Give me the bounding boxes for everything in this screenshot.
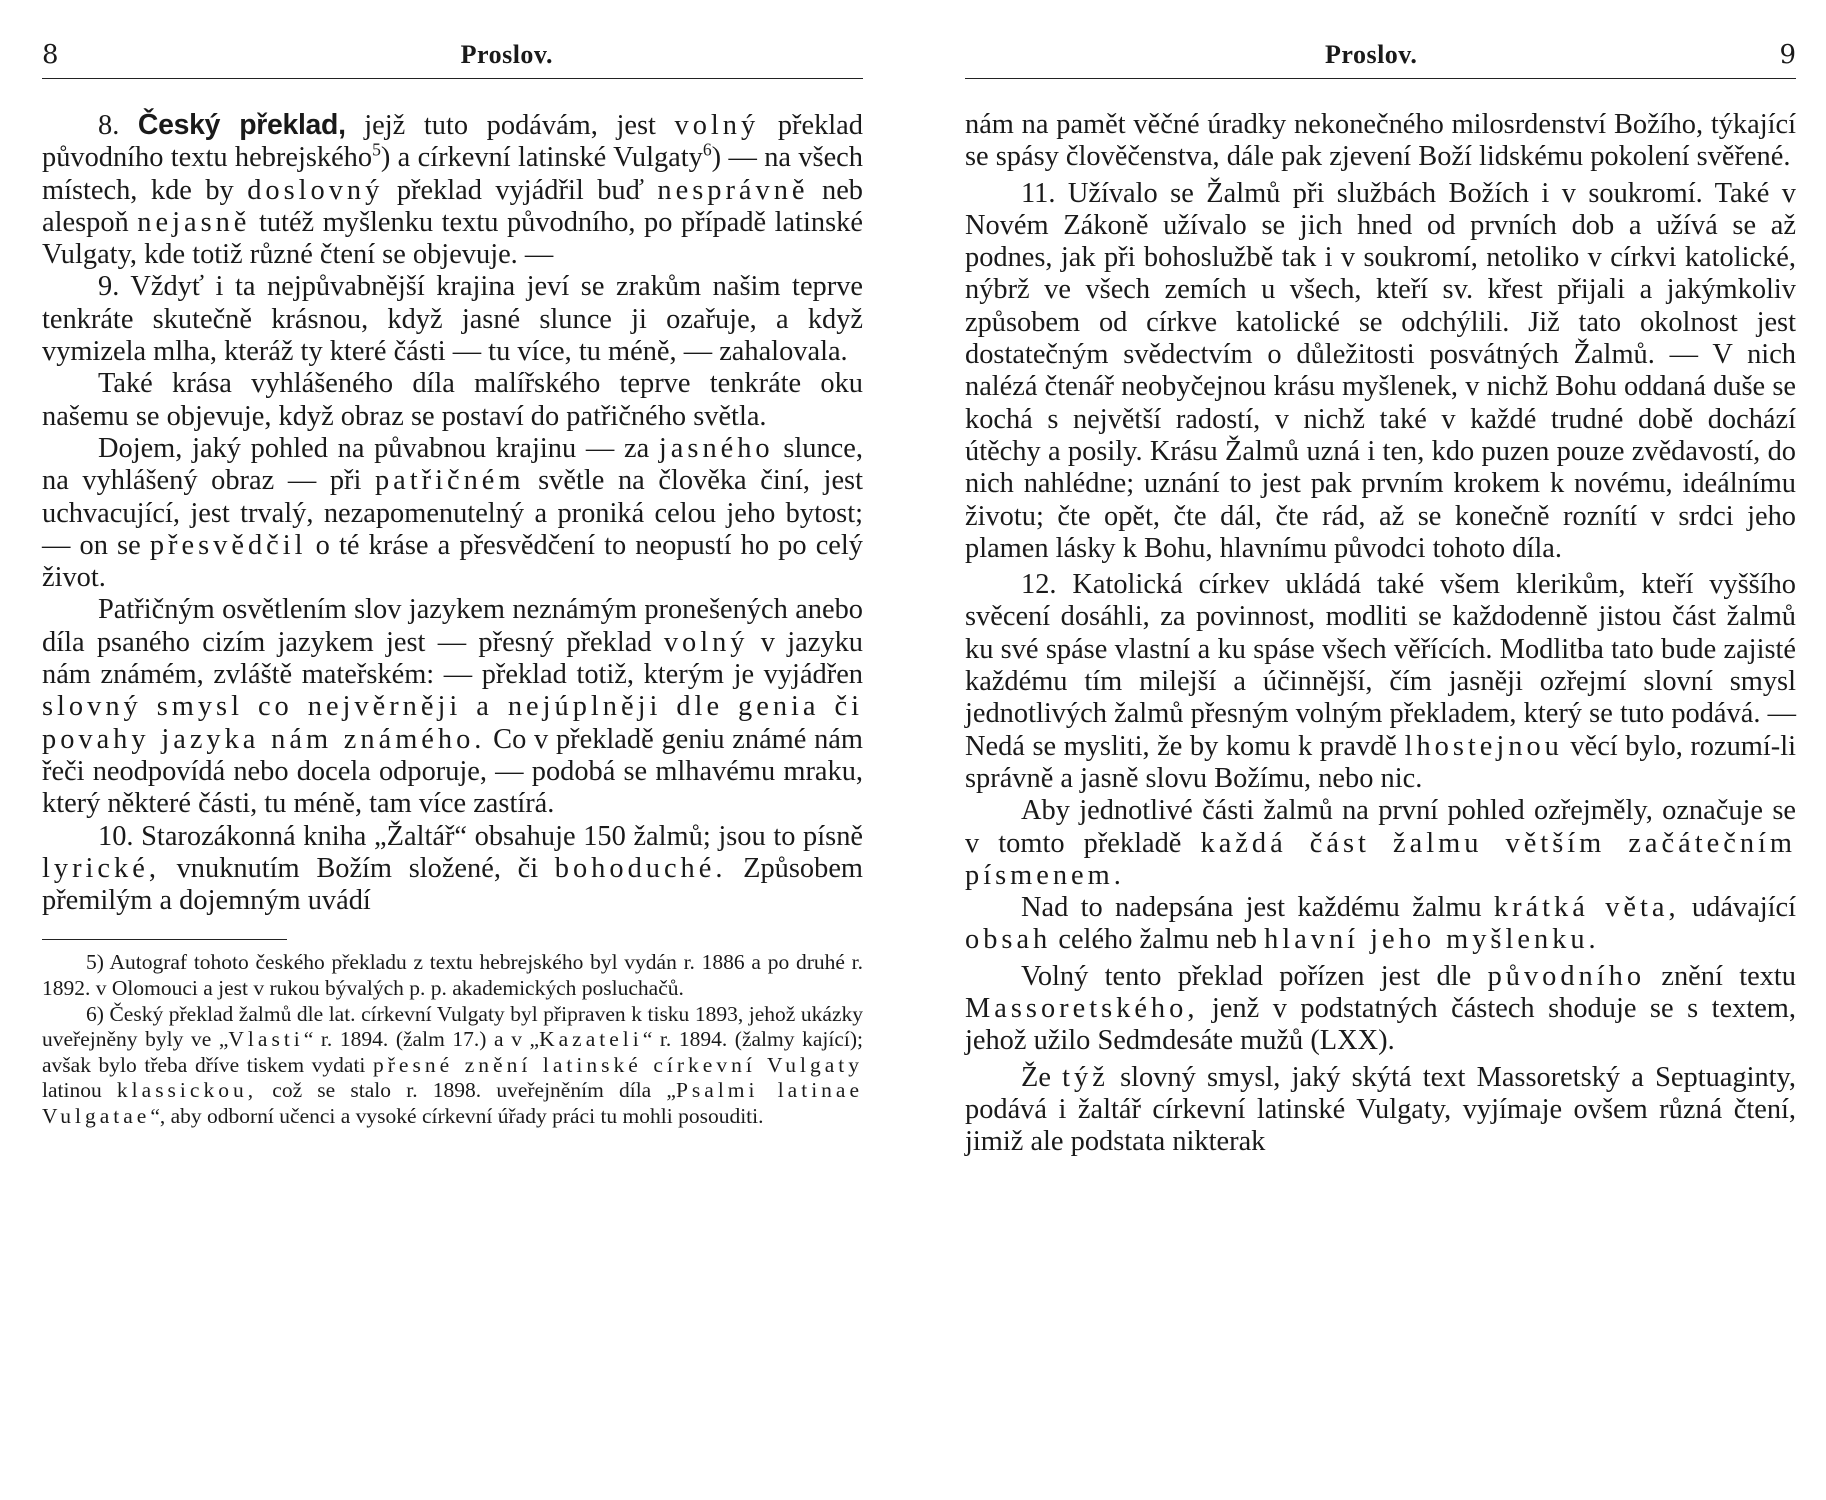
text-run: vnuknutím Božím složené, či: [176, 852, 539, 884]
spaced-emphasis: Kazateli: [539, 1027, 643, 1052]
left-running-head: [42, 40, 863, 79]
spaced-emphasis: nesprávně: [657, 174, 809, 206]
text-run: Způsobem přemilým a dojemným uvádí: [42, 852, 863, 917]
footnote-ref-5: 5: [372, 139, 381, 160]
text-run: v jazyku nám známém, zvláště mateřském: — překlad totiž, kterým je vyjádřen: [42, 626, 863, 691]
text-run: “ r. 1894. (žalmy kající); avšak bylo třeba dříve tiskem vydati: [42, 1027, 863, 1077]
spaced-emphasis: přesvědčil: [149, 529, 307, 561]
right-page-number: 9: [1779, 40, 1796, 70]
text-run: 12. Katolická církev ukládá také všem klerikům, kteří vyššího svěcení dosáhli, za povinnost, modliti se každodenně jistou část žalmů ku své spáse vlastní a ku spáse všech věřících. Modlitba tato bude zajisté každému tím milejší a účinnější, čím jasněji ozřejmí slovní smysl jednotlivých žalmů přesným volným překladem, který se tuto podává. — Nedá se mysliti, že by komu k pravdě: [965, 569, 1796, 762]
spaced-emphasis: lyrické,: [42, 852, 160, 884]
spaced-emphasis: krátká věta,: [1493, 892, 1680, 924]
text-run: celého žalmu neb: [1058, 924, 1257, 956]
paragraph-10: [42, 821, 863, 918]
spaced-emphasis: každá část žalmu větším začátečním písmenem.: [965, 827, 1796, 891]
spaced-emphasis: klassickou,: [116, 1078, 258, 1103]
text-run: slovný smysl, jaký skýtá text Massoretský a Septuaginty, podává i žaltář církevní latinské Vulgaty, vyjímaje ovšem různá čtení, jimiž ale podstata nikterak: [965, 1061, 1796, 1158]
text-run: Aby jednotlivé části žalmů na první pohled ozřejměly, označuje se v tomto překladě: [965, 795, 1796, 859]
text-run: Dojem, jaký pohled na půvabnou krajinu — za: [98, 432, 650, 464]
text-run: ) a církevní latinské Vulgaty: [380, 142, 703, 174]
text-run: latinou: [42, 1078, 102, 1103]
paragraph-11: 11. Užívalo se Žalmů při službách Božích i v soukromí. Také v Novém Zákoně užívalo se jich hned od prvních dob a užívá se až podnes, jak při bohoslužbě tak i v soukromí, netoliko v církvi katolické, nýbrž ve všech zemích u všech, kteří sv. křest přijali a jakýmkoliv způsobem od církve katolické se odchýlili. Již tato okolnost jest dostatečným svědectvím o důležitosti posvátných Žalmů. — V nich nalézá čtenář neobyčejnou krásu myšlenek, v nichž Bohu oddaná duše se kochá s největší radostí, v nichž také v každé trudné době dochází útěchy a posily. Krásu Žalmů uzná i ten, kdo puzen pouze zvědavostí, do nich nahlédne; uznání to jest pak prvním krokem k novému, ideálnímu životu; čte opět, čte dál, čte rád, až se konečně roznítí v srdci jeho plamen lásky k Bohu, hlavnímu původci tohoto díla.: [965, 177, 1796, 564]
footnote-6: [42, 1002, 863, 1130]
text-run: Co v překladě geniu známé nám řeči neodpovídá nebo docela odporuje, — podobá se mlhavému mraku, který některé části, tu méně, tam více zastírá.: [42, 723, 863, 820]
spaced-emphasis: Vlasti: [228, 1027, 304, 1052]
paragraph-illumination: [42, 594, 863, 820]
lead-heading: Český překlad,: [137, 109, 346, 141]
text-run: Že: [1021, 1061, 1051, 1093]
text-run: jejž tuto podávám, jest: [364, 110, 656, 141]
text-run: Volný tento překlad pořízen jest dle: [1021, 960, 1472, 992]
spaced-emphasis: hlavní jeho myšlenku.: [1264, 924, 1600, 956]
text-run: Patřičným osvětlením slov jazykem neznámým pronešených anebo díla psaného cizím jazykem jest — přesný překlad: [42, 594, 863, 658]
right-running-head: [965, 40, 1796, 79]
paragraph-12: [965, 569, 1796, 795]
left-page-number: 8: [42, 40, 59, 70]
paragraph-9: 9. Vždyť i ta nejpůvabnější krajina jeví se zrakům našim teprve tenkráte skutečně krásnou, když jasné slunce ji ozařuje, a když vymizela mlha, kteráž ty které části — tu více, tu méně, — zahalovala.: [42, 271, 863, 368]
text-run: překlad původního textu hebrejského: [42, 110, 863, 174]
text-run: znění textu: [1661, 960, 1796, 992]
text-run: tutéž myšlenku textu původního, po případě latinské Vulgaty, kde totiž různé čtení se objevuje. —: [42, 206, 863, 271]
text-run: věcí bylo, rozumí-li správně a jasně slovu Božímu, nebo nic.: [965, 730, 1796, 794]
paragraph-impression: [42, 433, 863, 594]
text-run: 6) Český překlad žalmů dle lat. církevní Vulgaty byl připraven k tisku 1893, jehož ukázky uveřejněny byly ve „: [42, 1001, 863, 1052]
paragraph-same-sense: [965, 1062, 1796, 1159]
text-run: 10. Starozákonná kniha „Žaltář“ obsahuje 150 žalmů; jsou to písně: [98, 820, 863, 852]
spaced-emphasis: doslovný: [247, 174, 384, 206]
paragraph-painting: Také krása vyhlášeného díla malířského teprve tenkráte oku našemu se objevuje, když obraz se postaví do patřičného světla.: [42, 368, 863, 432]
text-run: překlad vyjádřil buď: [396, 174, 644, 206]
spaced-emphasis: patřičném: [374, 465, 525, 497]
left-body-text: [42, 109, 863, 917]
paragraph-number: 8.: [98, 110, 120, 141]
footnotes: [42, 950, 863, 1129]
spaced-emphasis: bohoduché.: [554, 852, 727, 884]
text-run: jenž v podstatných částech shoduje se s textem, jehož užilo Sedmdesáte mužů (LXX).: [965, 993, 1796, 1057]
right-body-text: [965, 109, 1796, 1159]
spaced-emphasis: jasného: [658, 432, 774, 464]
spaced-emphasis: Massoretského,: [965, 993, 1199, 1025]
paragraph-8: [42, 109, 863, 271]
spaced-emphasis: obsah: [965, 924, 1052, 956]
spaced-emphasis: slovný smysl co nejvěrněji a nejúplněji dle genia či povahy jazyka nám známého.: [42, 691, 863, 755]
spaced-emphasis: týž: [1062, 1061, 1109, 1093]
spaced-emphasis: volný: [663, 626, 749, 658]
text-run: o té kráse a přesvědčení to neopustí ho po celý život.: [42, 529, 863, 594]
text-run: “, aby odborní učenci a vysoké církevní úřady práci tu mohli posouditi.: [150, 1103, 764, 1128]
text-run: Nad to nadepsána jest každému žalmu: [1021, 892, 1482, 924]
spaced-emphasis: lhostejnou: [1404, 730, 1563, 762]
spaced-emphasis: nejasně: [137, 206, 251, 238]
text-run: což se stalo r. 1898. uveřejněním díla „: [272, 1078, 676, 1103]
text-run: světle na člověka činí, jest uchvacující, jest trvalý, nezapomenutelný a proniká celou jeho bytost; — on se: [42, 465, 863, 561]
spaced-emphasis: přesné znění latinské církevní Vulgaty: [373, 1052, 863, 1077]
right-running-title: Proslov.: [1325, 40, 1418, 69]
spaced-emphasis: původního: [1487, 960, 1646, 992]
paragraph-continuation: nám na pamět věčné úradky nekonečného milosrdenství Božího, týkající se spásy člověčenstva, dále pak zjevení Boží lidskému pokolení svěřené.: [965, 109, 1796, 173]
left-running-title: Proslov.: [460, 40, 553, 69]
right-page: [913, 0, 1826, 1500]
footnote-5: 5) Autograf tohoto českého překladu z textu hebrejského byl vydán r. 1886 a po druhé r. 1892. v Olomouci a jest v rukou bývalých p. p. akademických posluchačů.: [42, 950, 863, 1001]
footnote-divider: [42, 939, 287, 940]
text-run: slunce, na vyhlášený obraz — při: [42, 432, 863, 497]
text-run: udávající: [1691, 892, 1796, 924]
footnote-ref-6: 6: [702, 139, 712, 160]
spaced-emphasis: Psalmi latinae Vulgatae: [42, 1078, 863, 1128]
spaced-emphasis: volný: [674, 110, 760, 141]
paragraph-parts: [965, 795, 1796, 892]
paragraph-headings: [965, 892, 1796, 957]
text-run: “ r. 1894. (žalm 17.) a v „: [303, 1027, 540, 1052]
text-run: neb alespoň: [42, 174, 863, 238]
paragraph-free-translation: [965, 961, 1796, 1058]
text-run: ) — na všech místech, kde by: [42, 142, 863, 206]
